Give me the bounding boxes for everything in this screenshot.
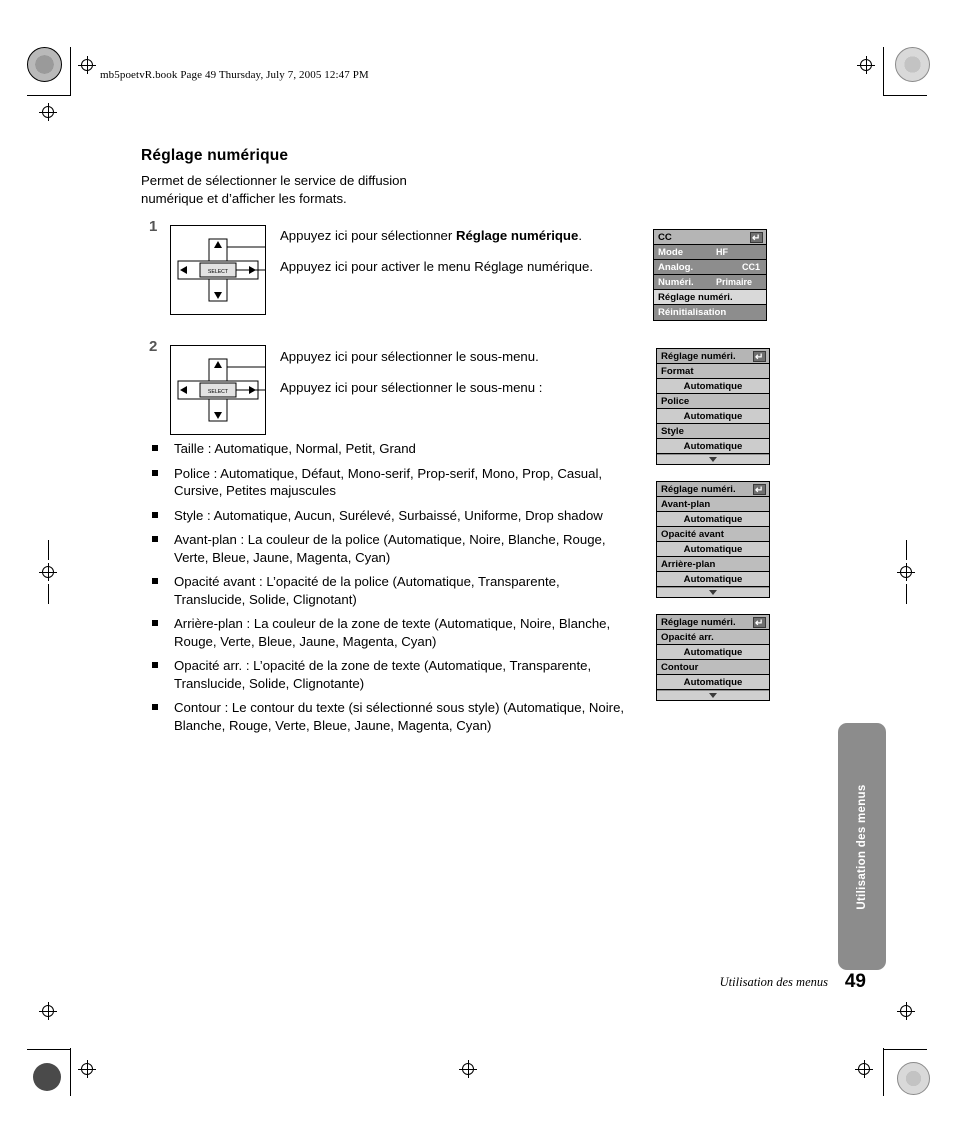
osd-row-value: HF — [716, 247, 728, 257]
back-arrow-icon[interactable] — [753, 484, 766, 495]
trim-line-bottom-right — [883, 1049, 927, 1050]
osd-row[interactable] — [654, 275, 766, 290]
osd-row-label: Mode — [658, 247, 684, 258]
step-1-number: 1 — [149, 218, 158, 235]
osd-row-value-cell[interactable] — [657, 542, 769, 557]
trim-line-right-middle — [906, 540, 907, 560]
square-bullet-icon — [152, 507, 174, 525]
osd-row-value-cell[interactable] — [657, 572, 769, 587]
list-item — [152, 465, 632, 500]
trim-line-left-bottom — [70, 1048, 71, 1096]
osd-row[interactable] — [657, 394, 769, 409]
list-item — [152, 531, 632, 566]
square-bullet-icon — [152, 531, 174, 566]
chapter-side-tab-label: Utilisation des menus — [856, 783, 868, 910]
osd-row-label: Automatique — [683, 677, 743, 688]
registration-circle-bottom-right — [897, 1062, 930, 1095]
osd-row-value-cell[interactable] — [657, 512, 769, 527]
remote-diagram-step-2 — [170, 345, 266, 435]
osd-cc-menu — [653, 229, 767, 321]
list-item — [152, 657, 632, 692]
osd-row[interactable] — [657, 364, 769, 379]
list-item-label: Contour : Le contour du texte (si sélectionné sous style) (Automatique, Noire, Blanche, Rouge, Verte, Bleue, Jaune, Magenta, Cyan) — [174, 700, 625, 733]
osd-row-label: Réglage numéri. — [661, 617, 736, 628]
osd-row[interactable] — [654, 245, 766, 260]
chapter-side-tab — [838, 723, 886, 970]
osd-row[interactable] — [657, 660, 769, 675]
back-arrow-icon[interactable] — [753, 351, 766, 362]
list-item-label: Style : Automatique, Aucun, Surélevé, Surbaissé, Uniforme, Drop shadow — [174, 507, 603, 523]
osd-row-value: Primaire — [716, 277, 753, 287]
osd-row-value-cell[interactable] — [657, 675, 769, 690]
osd-row — [654, 230, 766, 245]
osd-row-label: Style — [661, 426, 684, 437]
osd-digital-setup-menu-1 — [656, 348, 770, 465]
registration-ring-bottom-left — [42, 1005, 54, 1017]
square-bullet-icon — [152, 573, 174, 608]
osd-row-label: Opacité arr. — [661, 632, 714, 643]
svg-text:SELECT: SELECT — [207, 389, 229, 395]
registration-ring-bottom-left-2 — [81, 1063, 93, 1075]
page-intro: Permet de sélectionner le service de diffusion numérique et d’afficher les formats. — [141, 173, 407, 206]
square-bullet-icon — [152, 615, 174, 650]
trim-line-right-middle-2 — [906, 584, 907, 604]
registration-ring-right-lower — [900, 1005, 912, 1017]
list-item — [152, 699, 632, 734]
osd-row-label: Police — [661, 396, 690, 407]
square-bullet-icon — [152, 440, 174, 458]
osd-row[interactable] — [654, 305, 766, 320]
osd-row-value-cell[interactable] — [657, 409, 769, 424]
list-item-label: Opacité arr. : L’opacité de la zone de texte (Automatique, Transparente, Translucide, Solide, Clignotante) — [174, 658, 592, 691]
osd-row[interactable] — [657, 497, 769, 512]
osd-row — [657, 615, 769, 630]
registration-ring-left-middle — [42, 566, 54, 578]
osd-row — [657, 482, 769, 497]
square-bullet-icon — [152, 465, 174, 500]
page-header-text: mb5poetvR.book Page 49 Thursday, July 7, 2005 12:47 PM — [100, 69, 369, 81]
registration-ring-top-left — [81, 59, 93, 71]
scroll-down-arrow-icon[interactable] — [657, 454, 769, 464]
osd-row-label: Avant-plan — [661, 499, 711, 510]
square-bullet-icon — [152, 699, 174, 734]
osd-row-label: Automatique — [683, 647, 743, 658]
osd-row-value-cell[interactable] — [657, 645, 769, 660]
osd-row-label: Numéri. — [658, 277, 694, 288]
osd-row-label: Automatique — [683, 411, 743, 422]
osd-row-label: Réinitialisation — [658, 307, 727, 318]
osd-row-label: Réglage numéri. — [661, 351, 736, 362]
list-item-label: Avant-plan : La couleur de la police (Automatique, Noire, Blanche, Rouge, Verte, Bleue, Jaune, Magenta, Cyan) — [174, 532, 606, 565]
osd-row[interactable] — [657, 424, 769, 439]
osd-row-label: Automatique — [683, 441, 743, 452]
scroll-down-arrow-icon[interactable] — [657, 587, 769, 597]
osd-row-label: CC — [658, 232, 672, 243]
list-item — [152, 615, 632, 650]
svg-text:SELECT: SELECT — [207, 269, 229, 275]
osd-row-selected[interactable] — [654, 290, 766, 305]
osd-row-value-cell[interactable] — [657, 379, 769, 394]
footer-chapter-label: Utilisation des menus — [719, 975, 828, 989]
osd-digital-setup-menu-3 — [656, 614, 770, 701]
registration-ring-top-right — [860, 59, 872, 71]
trim-line-right-bottom — [883, 1048, 884, 1096]
list-item — [152, 440, 632, 458]
step-2-line-1: Appuyez ici pour sélectionner le sous-menu. — [280, 349, 539, 364]
osd-row-label: Réglage numéri. — [658, 292, 733, 303]
step-2-number: 2 — [149, 338, 158, 355]
registration-ring-right-middle — [900, 566, 912, 578]
osd-row[interactable] — [657, 557, 769, 572]
step-1-line-1-bold: Réglage numérique — [455, 228, 579, 243]
back-arrow-icon[interactable] — [750, 232, 763, 243]
osd-row-label: Réglage numéri. — [661, 484, 736, 495]
list-item-label: Taille : Automatique, Normal, Petit, Grand — [174, 441, 416, 456]
trim-line-bottom-left — [27, 1049, 71, 1050]
osd-row-value: CC1 — [741, 262, 760, 272]
list-item — [152, 573, 632, 608]
osd-row-label: Format — [661, 366, 694, 377]
osd-digital-setup-menu-2 — [656, 481, 770, 598]
osd-row[interactable] — [657, 527, 769, 542]
trim-line-top-left — [27, 95, 71, 96]
osd-row-value-cell[interactable] — [657, 439, 769, 454]
trim-line-left-top — [70, 47, 71, 95]
step-2-line-2: Appuyez ici pour sélectionner le sous-menu : — [280, 380, 543, 395]
registration-ring-upper-mid-left — [42, 106, 54, 118]
osd-row-label: Opacité avant — [661, 529, 724, 540]
trim-line-top-right — [883, 95, 927, 96]
remote-diagram-step-1 — [170, 225, 266, 315]
osd-row-label: Automatique — [683, 381, 743, 392]
registration-ring-bottom-center — [462, 1063, 474, 1075]
trim-line-right-top — [883, 47, 884, 95]
back-arrow-icon[interactable] — [753, 617, 766, 628]
registration-ring-bottom-right — [858, 1063, 870, 1075]
page-title: Réglage numérique — [141, 147, 289, 164]
osd-row-label: Analog. — [658, 262, 694, 273]
trim-line-left-middle — [48, 540, 49, 560]
option-list — [152, 440, 632, 741]
osd-row — [657, 349, 769, 364]
osd-row[interactable] — [657, 630, 769, 645]
list-item-label: Arrière-plan : La couleur de la zone de texte (Automatique, Noire, Blanche, Rouge, Verte, Bleue, Jaune, Magenta, Cyan) — [174, 616, 611, 649]
square-bullet-icon — [152, 657, 174, 692]
trim-line-left-middle-2 — [48, 584, 49, 604]
osd-row-label: Arrière-plan — [661, 559, 716, 570]
registration-dot-bottom-left — [33, 1063, 61, 1091]
list-item-label: Opacité avant : L’opacité de la police (Automatique, Transparente, Translucide, Solide, Clignotant) — [174, 574, 560, 607]
step-1-line-1-pre: Appuyez ici pour sélectionner — [280, 228, 456, 243]
list-item-label: Police : Automatique, Défaut, Mono-serif, Prop-serif, Mono, Prop, Casual, Cursive, Petites majuscules — [174, 465, 603, 498]
osd-row-label: Automatique — [683, 514, 743, 525]
list-item — [152, 507, 632, 525]
osd-row-label: Automatique — [683, 574, 743, 585]
registration-circle-top-left — [27, 47, 62, 82]
step-1-line-1-post: . — [578, 228, 582, 243]
step-1-line-1 — [280, 227, 620, 245]
scroll-down-arrow-icon[interactable] — [657, 690, 769, 700]
osd-row-label: Contour — [661, 662, 699, 673]
step-1-line-2: Appuyez ici pour activer le menu Réglage numérique. — [280, 259, 594, 274]
registration-circle-top-right — [895, 47, 930, 82]
osd-row-label: Automatique — [683, 544, 743, 555]
osd-row[interactable] — [654, 260, 766, 275]
footer-page-number: 49 — [844, 971, 866, 992]
